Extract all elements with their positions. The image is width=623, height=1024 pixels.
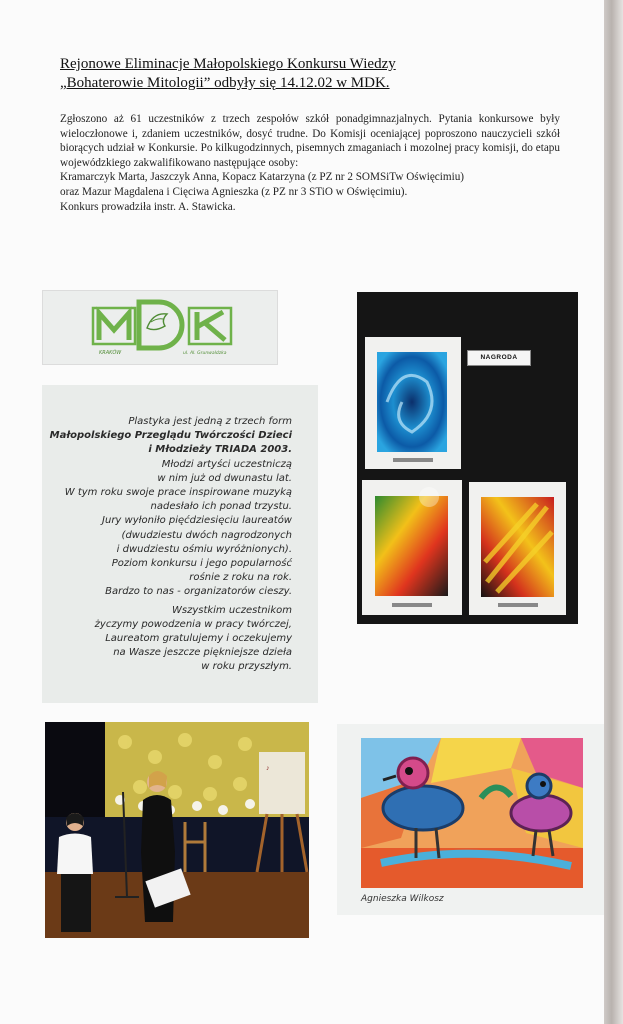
exhibition-photo <box>357 292 578 624</box>
birds-painting <box>361 738 583 888</box>
logo-caption-left: KRAKÓW <box>99 350 122 356</box>
triada-line: Poziom konkursu i jego popularność <box>111 558 292 570</box>
stage-photo <box>45 722 309 938</box>
svg-text:♪: ♪ <box>266 764 270 772</box>
logo-caption-right: ul. Al. Grunwaldzka <box>183 351 227 356</box>
painting-caption: Agnieszka Wilkosz <box>361 894 444 904</box>
triada-line: Bardzo to nas - organizatorów cieszy. <box>105 586 292 598</box>
triada-line: i dwudziestu ośmiu wyróżnionych). <box>116 543 292 555</box>
report-winners-1: Kramarczyk Marta, Jaszczyk Anna, Kopacz Katarzyna (z PZ nr 2 SOMSiTw Oświęcimiu) <box>60 171 465 184</box>
report-host: Konkurs prowadziła instr. A. Stawicka. <box>60 200 236 213</box>
triada-line: Plastyka jest jedną z trzech form <box>128 416 292 427</box>
mdk-logo-panel <box>42 290 278 365</box>
mdk-logo <box>91 298 235 356</box>
heading-line-2: „Bohaterowie Mitologii” odbyły się 14.12.02 w MDK. <box>60 75 390 91</box>
report-winners-2: oraz Mazur Magdalena i Cięciwa Agnieszka (z PZ nr 3 STiO w Oświęcimiu). <box>60 185 408 198</box>
painting-panel <box>337 724 605 915</box>
mdk-logo-graphic <box>91 298 235 356</box>
report-body: Zgłoszono aż 61 uczestników z trzech zespołów szkół ponadgimnazjalnych. Pytania konkursowe były wieloczłonowe i, zdaniem uczestników, dosyć trudne. Do Komisji oceniającej poproszono nauczycieli szkół biorących udział w Konkursie. Po kilkugodzinnych, pisemnych zmaganiach i mozolnej pracy komisji, do etapu wojewódzkiego zakwalifikowano następujące osoby: <box>60 113 560 169</box>
triada-line: w nim już od dwunastu lat. <box>157 472 292 484</box>
triada-line: Jury wyłoniło pięćdziesięciu laureatów <box>102 515 292 527</box>
triada-line: (dwudziestu dwóch nagrodzonych <box>121 529 292 541</box>
triada-line: życzymy powodzenia w pracy twórczej, <box>94 618 292 630</box>
triada-line: rośnie z roku na rok. <box>189 572 292 584</box>
stage-photo-graphic <box>45 722 309 938</box>
heading-line-1: Rejonowe Eliminacje Małopolskiego Konkursu Wiedzy <box>60 56 396 72</box>
triada-line-bold: Małopolskiego Przeglądu Twórczości Dzieci <box>49 430 292 442</box>
triada-line: Młodzi artyści uczestniczą <box>161 458 292 470</box>
page-binding-edge <box>604 0 623 1024</box>
triada-line: Wszystkim uczestnikom <box>171 604 292 616</box>
triada-line: W tym roku swoje prace inspirowane muzyką <box>64 487 292 499</box>
exhibition-photo-graphic <box>357 292 578 624</box>
triada-info-panel <box>42 385 318 703</box>
painting-artwork <box>361 738 583 888</box>
article-heading <box>60 55 520 93</box>
triada-text <box>42 415 292 675</box>
triada-line-bold: i Młodzieży TRIADA 2003. <box>148 444 292 456</box>
fire-artwork-1 <box>375 496 448 596</box>
triada-line: nadesłało ich ponad trzystu. <box>150 501 292 513</box>
report-paragraph <box>60 112 560 214</box>
triada-line: na Wasze jeszcze piękniejsze dzieła <box>113 647 292 659</box>
triada-line: Laureatom gratulujemy i oczekujemy <box>105 633 292 645</box>
award-label: NAGRODA <box>467 350 531 366</box>
triada-line: w roku przyszłym. <box>201 661 292 673</box>
